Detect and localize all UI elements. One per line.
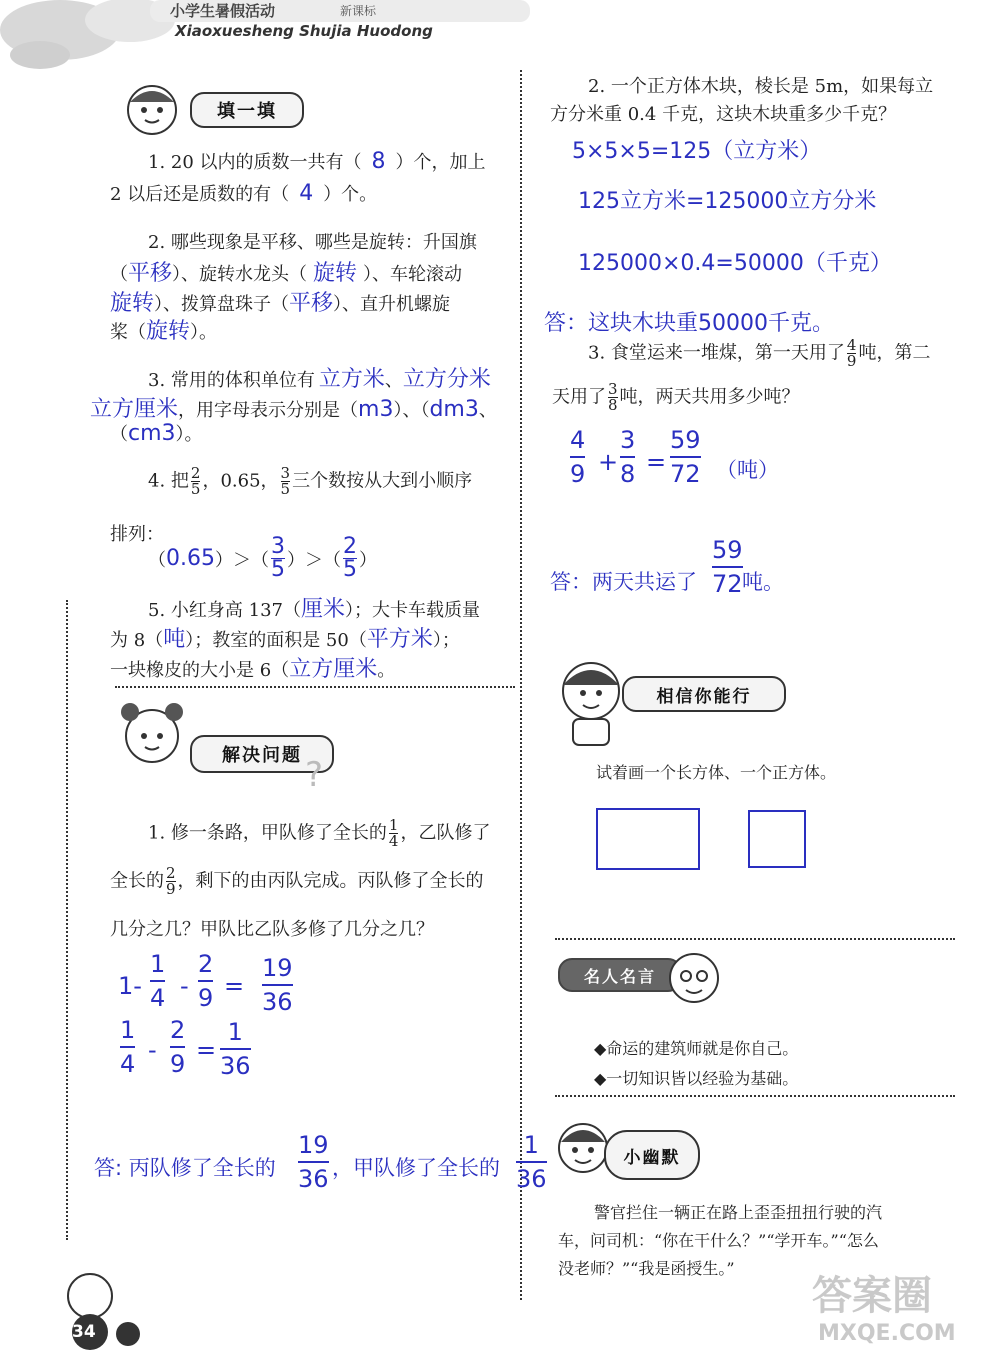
fill-q1-text-a: 1. 20 以内的质数一共有（: [148, 152, 362, 173]
solve-work2-result: [220, 1020, 251, 1078]
right-q2-answer: 答：这块木块重50000千克。: [544, 311, 834, 336]
fill-q3-answer-5: dm3: [429, 397, 479, 422]
fill-q5-text-c: 为 8（: [110, 630, 164, 651]
fill-q3-text-a: 3. 常用的体积单位有: [148, 370, 315, 391]
solve-work2-b-den: 9: [170, 1050, 186, 1078]
right-q3-work-equals: =: [646, 448, 667, 476]
right-q3-work-result: [670, 428, 701, 486]
fill-q4-text-b: ，0.65，: [202, 470, 279, 492]
fill-q5-text-b: ）；大卡车载质量: [345, 600, 480, 621]
right-q3-work-fraction-a: [570, 428, 585, 486]
fill-q2-text-d: ）、拨算盘珠子（: [154, 294, 290, 315]
right-q2-line2: 方分米重 0.4 千克，这块木块重多少千克？: [550, 104, 897, 125]
solve-work1-fraction-b: [198, 952, 213, 1010]
right-q3-fraction-1: [847, 338, 857, 369]
watermark-logo: [812, 1264, 956, 1346]
fill-q3-text-b: ，用字母表示分别是（: [178, 400, 359, 421]
fill-q3-answer-6: cm3: [128, 421, 176, 446]
solve-q1-fraction-1: [389, 818, 399, 849]
solve-q1-text-b: ，乙队修了: [400, 822, 491, 844]
solve-work2-a-num: 1: [120, 1016, 136, 1044]
girl-mascot-2-icon: [112, 700, 202, 784]
quote-1: ◆命运的建筑师就是你自己。: [594, 1039, 799, 1058]
fill-q4-end: ）: [358, 549, 377, 571]
right-q3-answer-text-a: 答：两天共运了: [550, 570, 697, 594]
fill-q4-answer-3-den: 5: [342, 557, 357, 582]
solve-work1-result-num: 19: [262, 954, 293, 982]
fill-q4-gt-1: ）＞（: [214, 549, 269, 571]
girl-mascot-icon: [112, 80, 202, 144]
solve-work2-result-num: 1: [227, 1018, 243, 1046]
right-q2-line1: 2. 一个正方体木块，棱长是 5m，如果每立: [588, 76, 934, 97]
right-q3-fraction-2: [608, 382, 618, 413]
header-decoration: [0, 0, 560, 70]
solve-q1-text-d: ，剩下的由丙队完成。丙队修了全长的: [177, 870, 484, 892]
solve-answer-text-b: ，甲队修了全长的: [332, 1156, 500, 1180]
right-q2-work-2: 125立方米=125000立方分米: [578, 189, 877, 214]
right-q3-work-b-den: 8: [620, 460, 636, 488]
fill-q5-text-g: 。: [377, 660, 396, 681]
right-q3-fraction-2-den: 8: [608, 396, 618, 414]
fill-q2-answer-5: 旋转: [146, 319, 191, 344]
fill-q4-answer-2-den: 5: [270, 557, 285, 582]
fill-q2-text-g: ）。: [190, 322, 218, 343]
section-title-humor: 小幽默: [604, 1130, 700, 1180]
believe-instruction: 试着画一个长方体、一个正方体。: [596, 763, 837, 782]
right-q3-work-result-den: 72: [670, 460, 701, 488]
fill-q2-answer-2: 旋转: [313, 261, 358, 286]
right-q3-fraction-1-den: 9: [846, 352, 857, 370]
fill-q2-line3: [110, 286, 450, 317]
right-q3-work-a-num: 4: [570, 426, 586, 454]
right-q3-text-b: 吨，第二: [858, 342, 931, 364]
right-q3-text-d: 吨，两天共用多少吨？: [619, 386, 800, 408]
solve-work1-b-num: 2: [198, 950, 214, 978]
quote-2: ◆一切知识皆以经验为基础。: [594, 1069, 799, 1088]
solve-q1-fraction-1-den: 4: [388, 832, 399, 850]
fill-q1-answer-1: 8: [371, 149, 386, 174]
fill-q5-text-a: 5. 小红身高 137（: [148, 600, 301, 621]
solve-q1-fraction-1-num: 1: [388, 816, 399, 834]
right-q3-work-plus: +: [598, 448, 619, 476]
fill-q1-text-d: ）个。: [323, 184, 378, 205]
fill-q5-answer-4: 立方厘米: [289, 657, 378, 682]
fill-q5-answer-3: 平方米: [366, 627, 433, 652]
fill-q1-answer-2: 4: [299, 181, 314, 206]
header-banner-text: 小学生暑假活动: [170, 2, 276, 20]
solve-q1-text-c: 全长的: [110, 870, 164, 892]
solve-work2-minus: -: [148, 1036, 157, 1064]
drawn-rectangle: [596, 808, 700, 870]
right-q3-answer-num: 59: [712, 536, 743, 564]
fill-q3-line1: 3. 常用的体积单位有 立方米、立方分米: [148, 367, 491, 392]
drawn-square: [748, 810, 806, 868]
fill-q2-text-e: ）、直升机螺旋: [333, 294, 451, 315]
solve-q1-fraction-2: [166, 866, 176, 897]
solve-answer-fraction-1-den: 36: [298, 1165, 329, 1193]
fill-q4-fraction-1-num: 2: [190, 464, 201, 482]
solve-work1-result-den: 36: [262, 988, 293, 1016]
solve-q1-line2: [110, 866, 484, 897]
fill-q4-fraction-2: [281, 466, 291, 497]
solve-work2-equals: =: [196, 1036, 217, 1064]
fill-q3-line2: [90, 392, 497, 423]
solve-work1-one: 1-: [118, 972, 142, 1000]
solve-work2-fraction-b: [170, 1018, 185, 1076]
right-q3-work-fraction-b: [620, 428, 635, 486]
left-margin-dots: [66, 600, 68, 1240]
fill-q3-answer-3: 立方厘米: [90, 397, 179, 422]
watermark-url: MXQE.COM: [818, 1321, 956, 1346]
fill-q5-text-e: ）；: [432, 630, 460, 651]
right-q3-work-unit: （吨）: [716, 458, 779, 482]
fill-q4-text-a: 4. 把: [148, 470, 189, 492]
solve-work2-result-den: 36: [220, 1052, 251, 1080]
solve-work1-b-den: 9: [198, 984, 214, 1012]
solve-work1-fraction-a: [150, 952, 165, 1010]
fill-q4-answer-1: 0.65: [166, 546, 215, 571]
fill-q4-fraction-2-num: 3: [280, 464, 291, 482]
solve-q1-line3: 几分之几？甲队比乙队多修了几分之几？: [110, 919, 434, 940]
right-q3-work-a-den: 9: [570, 460, 586, 488]
solve-work2-b-num: 2: [170, 1016, 186, 1044]
section-title-quotes: 名人名言: [558, 958, 682, 992]
fill-q2-text-f: 桨（: [110, 322, 146, 343]
solve-answer-fraction-1-num: 19: [298, 1131, 329, 1159]
right-q3-work-result-num: 59: [670, 426, 701, 454]
section-title-solve: 解决问题: [190, 735, 334, 773]
solve-work1-a-den: 4: [150, 984, 166, 1012]
solve-answer-fraction-2: [516, 1133, 547, 1191]
fill-q2-answer-4: 平移: [289, 291, 334, 316]
fill-q1-line1: [148, 148, 486, 174]
solve-answer-fraction-2-num: 1: [523, 1131, 539, 1159]
right-q3-answer-text-b: 吨。: [742, 570, 784, 594]
solve-work1-equals: =: [224, 972, 245, 1000]
section-divider-left: [115, 686, 515, 688]
header-small-tag: 新课标: [340, 4, 377, 18]
boy-mascot-icon: [553, 655, 633, 754]
right-q3-fraction-1-num: 4: [846, 336, 857, 354]
section-divider-right-1: [555, 938, 955, 940]
solve-work2-fraction-a: [120, 1018, 135, 1076]
right-q3-fraction-2-num: 3: [608, 380, 618, 398]
fill-q2-text-b: ）、旋转水龙头（: [172, 264, 308, 285]
solve-work1-minus: -: [180, 972, 189, 1000]
right-q3-answer-fraction: [712, 538, 743, 596]
right-q3-text-a: 3. 食堂运来一堆煤，第一天用了: [588, 342, 845, 364]
fill-q3-line3: （cm3）。: [110, 421, 203, 446]
fill-q3-answer-2: 立方分米: [402, 367, 491, 392]
header-subtitle: Xiaoxuesheng Shujia Huodong: [175, 22, 433, 40]
fill-q3-text-d: 、: [478, 400, 497, 421]
fill-q2-line2: （平移）、旋转水龙头（ 旋转 ）、车轮滚动: [110, 261, 463, 286]
fill-q2-answer-1: 平移: [128, 261, 173, 286]
fill-q3-answer-4: m3: [358, 397, 394, 422]
humor-line-2: 车，问司机：“你在干什么？”“学开车。”“怎么: [558, 1231, 879, 1250]
right-q3-text-c: 天用了: [552, 386, 606, 408]
solve-work1-result: [262, 956, 293, 1014]
fill-q5-answer-1: 厘米: [300, 597, 345, 622]
fill-q4-answer-2-num: 3: [270, 534, 285, 559]
fill-q4-line2: 排列：: [110, 524, 164, 545]
section-title-fill: 填一填: [190, 92, 304, 128]
right-q2-work-1: 5×5×5=125（立方米）: [572, 139, 822, 164]
fill-q1-line2: [110, 180, 377, 206]
solve-answer-text-a: 答: 丙队修了全长的: [94, 1156, 276, 1180]
fill-q4-text-c: 三个数按从大到小顺序: [292, 470, 473, 492]
fill-q5-text-f: 一块橡皮的大小是 6（: [110, 660, 290, 681]
right-q3-line1: [588, 338, 930, 369]
right-q3-line2: [552, 382, 800, 413]
old-man-mascot-icon: [664, 948, 724, 1012]
solve-q1-line1: [148, 818, 490, 849]
fill-q3-text-c: ）、（: [393, 400, 430, 421]
fill-q5-answer-2: 吨: [163, 627, 186, 652]
solve-q1-fraction-2-num: 2: [166, 864, 176, 882]
fill-q5-line2: [110, 622, 460, 653]
fill-q4-line1: [148, 466, 472, 497]
humor-line-3: 没老师？”“我是函授生。”: [558, 1259, 735, 1278]
solve-answer-fraction-1: [298, 1133, 329, 1191]
right-q3-work-b-num: 3: [620, 426, 636, 454]
fill-q4-fraction-2-den: 5: [280, 480, 291, 498]
watermark-text: 答案圈: [812, 1273, 932, 1319]
fill-q4-fraction-1: [191, 466, 201, 497]
fill-q2-line4: [110, 314, 217, 345]
question-mark-icon: ?: [305, 755, 324, 795]
fill-q3-answer-1: 立方米: [318, 367, 385, 392]
section-title-believe: 相信你能行: [622, 676, 786, 712]
solve-q1-fraction-2-den: 9: [166, 880, 176, 898]
fill-q5-text-d: ）；教室的面积是 50（: [185, 630, 367, 651]
humor-line-1: 警官拦住一辆正在路上歪歪扭扭行驶的汽: [594, 1203, 883, 1222]
solve-answer-fraction-2-den: 36: [516, 1165, 547, 1193]
fill-q1-text-c: 2 以后还是质数的有（: [110, 184, 290, 205]
fill-q4-answer-3: [343, 536, 357, 581]
fill-q4-fraction-1-den: 5: [190, 480, 201, 498]
fill-q4-answer-2: [271, 536, 285, 581]
fill-q5-line1: [148, 592, 480, 623]
fill-q4-gt-2: ）＞（: [286, 549, 341, 571]
fill-q1-text-b: ）个，加上: [395, 152, 486, 173]
fill-q3-text-e: ）。: [175, 424, 203, 445]
solve-work1-a-num: 1: [150, 950, 166, 978]
fill-q2-line1: 2. 哪些现象是平移、哪些是旋转：升国旗: [148, 232, 477, 253]
solve-work2-a-den: 4: [120, 1050, 136, 1078]
right-q2-work-3: 125000×0.4=50000（千克）: [578, 251, 892, 276]
column-divider: [520, 70, 522, 1300]
page-number: 34: [72, 1322, 96, 1342]
fill-q2-text-c: ）、车轮滚动: [363, 264, 463, 285]
fill-q5-line3: [110, 652, 395, 683]
fill-q4-answer-line: （ 0.65 ）＞（ $\frac{3}{5}$ ）＞（ $\frac{2}{5}$ ）: [148, 534, 377, 582]
section-divider-right-2: [555, 1095, 955, 1097]
fill-q4-answer-3-num: 2: [342, 534, 357, 559]
fill-q2-answer-3: 旋转: [110, 291, 155, 316]
right-q3-answer-den: 72: [712, 570, 743, 598]
solve-q1-text-a: 1. 修一条路，甲队修了全长的: [148, 822, 387, 844]
